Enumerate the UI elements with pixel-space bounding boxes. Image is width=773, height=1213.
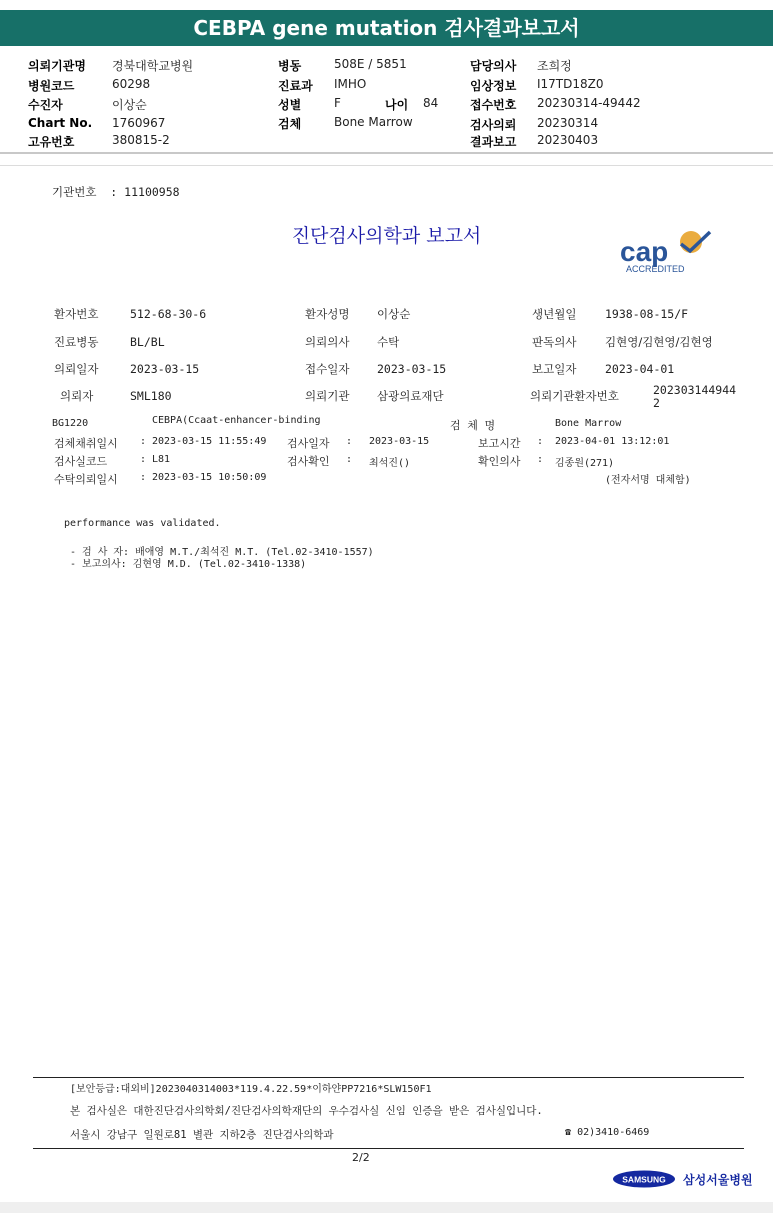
header-label: 결과보고: [470, 135, 517, 149]
test-value: 2023-03-15 11:55:49: [152, 436, 267, 447]
test-value: L81: [152, 454, 171, 465]
header-value: 508E / 5851: [334, 57, 407, 71]
header-label: 성별: [278, 98, 302, 112]
test-label: 확인의사: [478, 455, 521, 468]
header-label: 수진자: [28, 98, 63, 112]
header-value: 60298: [112, 77, 151, 91]
patient-label: 의뢰일자: [54, 362, 99, 376]
patient-label: 의뢰기관환자번호: [530, 389, 619, 403]
patient-label: 보고일자: [532, 362, 577, 376]
header-value: 1760967: [112, 116, 166, 130]
header-value: 84: [423, 96, 439, 110]
header-value: 경북대학교병원: [112, 59, 194, 73]
patient-value: 이상순: [377, 307, 411, 321]
institution-number: [52, 184, 180, 200]
test-sep: :: [140, 454, 147, 465]
patient-value: 202303144944: [653, 383, 737, 397]
cap-logo-subtext: ACCREDITED: [626, 264, 685, 274]
test-value: 김종원(271): [555, 458, 615, 469]
test-value: 2023-03-15: [369, 436, 430, 447]
test-value: 2023-04-01 13:12:01: [555, 436, 670, 447]
test-sep: :: [537, 436, 544, 447]
header-divider: [0, 152, 773, 154]
patient-label: 판독의사: [532, 335, 577, 349]
hospital-name: 삼성서울병원: [683, 1173, 753, 1187]
phone-number: 02)3410-6469: [577, 1127, 650, 1138]
test-value: 최석진(): [369, 458, 411, 469]
patient-value: BL/BL: [130, 335, 165, 349]
patient-label: 생년월일: [532, 307, 577, 321]
header-label: 나이: [385, 98, 409, 112]
header-label: 검체: [278, 117, 302, 131]
patient-value: SML180: [130, 389, 172, 403]
phone-icon: ☎: [565, 1127, 572, 1138]
patient-label: 진료병동: [54, 335, 99, 349]
tester-line: - 검 사 자: 배애영 M.T./최석진 M.T. (Tel.02-3410-1557): [70, 547, 374, 558]
test-code: BG1220: [52, 418, 89, 429]
certification-line: 본 검사실은 대한진단검사의학회/진단검사의학재단의 우수검사실 신임 인증을 받은 검사실입니다.: [70, 1105, 543, 1117]
patient-value: 김현영/김현영/김현영: [605, 335, 713, 349]
test-sep: :: [346, 454, 353, 465]
patient-label: 환자성명: [305, 307, 350, 321]
patient-value-continued: 2: [653, 396, 660, 410]
reporter-line: - 보고의사: 김현영 M.D. (Tel.02-3410-1338): [70, 559, 307, 570]
test-label: 보고시간: [478, 437, 521, 450]
bottom-bar: [0, 1202, 773, 1213]
cap-logo-icon: [618, 228, 718, 276]
header-value: 20230314: [537, 116, 599, 130]
patient-value: 2023-04-01: [605, 362, 675, 376]
footer-top-line: [33, 1077, 744, 1078]
security-line: [보안등급:대외비]2023040314003*119.4.22.59*이하얀PP7216*SLW150F1: [70, 1084, 432, 1095]
header-label: 담당의사: [470, 59, 517, 73]
samsung-logo-text: SAMSUNG: [622, 1174, 666, 1185]
test-label: 검사일자: [287, 437, 330, 450]
samsung-logo: [612, 1170, 676, 1188]
address-line: 서울시 강남구 일원로81 별관 지하2층 진단검사의학과: [70, 1129, 334, 1141]
test-label: 검사실코드: [54, 455, 108, 468]
header-value: 20230314-49442: [537, 96, 641, 110]
header-label: 임상정보: [470, 79, 517, 93]
specimen-label: 검 체 명: [450, 419, 496, 432]
test-sep: :: [537, 454, 544, 465]
header-value: Bone Marrow: [334, 115, 413, 129]
header-label: 검사의뢰: [470, 118, 517, 132]
test-label: 검체채취일시: [54, 437, 118, 450]
patient-label: 의뢰의사: [305, 335, 350, 349]
test-sep: :: [140, 472, 147, 483]
header-value: 380815-2: [112, 133, 170, 147]
footer-bottom-line: [33, 1148, 744, 1149]
patient-value: 1938-08-15/F: [605, 307, 689, 321]
patient-value: 삼광의료재단: [377, 389, 444, 403]
test-value: 2023-03-15 10:50:09: [152, 472, 267, 483]
header-label: 병동: [278, 59, 302, 73]
page-number: 2/2: [352, 1151, 370, 1164]
test-name: CEBPA(Ccaat-enhancer-binding: [152, 415, 321, 426]
report-title: 진단검사의학과 보고서: [291, 225, 482, 247]
patient-value: 2023-03-15: [377, 362, 447, 376]
cap-accredited-logo: [618, 228, 718, 276]
report-banner-title: CEBPA gene mutation 검사결과보고서: [0, 10, 773, 46]
cap-logo-text: cap: [620, 236, 669, 267]
header-value: F: [334, 96, 341, 110]
performance-note: performance was validated.: [64, 518, 221, 529]
patient-value: 512-68-30-6: [130, 307, 207, 321]
header-value: 이상순: [112, 98, 147, 112]
header-value: 20230403: [537, 133, 599, 147]
header-value: I17TD18Z0: [537, 77, 604, 91]
patient-label: 의뢰기관: [305, 389, 350, 403]
institution-value: 11100958: [124, 185, 180, 199]
header-divider: [0, 165, 773, 166]
test-sep: :: [140, 436, 147, 447]
header-label: 의뢰기관명: [28, 59, 86, 73]
header-label: 접수번호: [470, 98, 517, 112]
patient-value: 수탁: [377, 335, 400, 349]
test-label: 검사확인: [287, 455, 330, 468]
test-sep: :: [346, 436, 353, 447]
test-label: 수탁의뢰일시: [54, 473, 118, 486]
header-label: 고유번호: [28, 135, 75, 149]
header-label: 병원코드: [28, 79, 75, 93]
institution-label: 기관번호: [52, 185, 97, 199]
patient-label: 접수일자: [305, 362, 350, 376]
samsung-logo-icon: [612, 1170, 676, 1188]
esign-note: (전자서명 대체함): [605, 475, 691, 486]
header-label: Chart No.: [28, 116, 93, 130]
patient-label: 환자번호: [54, 307, 99, 321]
header-value: 조희정: [537, 59, 572, 73]
patient-label: 의뢰자: [60, 389, 94, 403]
specimen-value: Bone Marrow: [555, 418, 622, 429]
header-value: IMHO: [334, 77, 367, 91]
patient-value: 2023-03-15: [130, 362, 200, 376]
phone-line: [565, 1127, 649, 1138]
header-label: 진료과: [278, 79, 313, 93]
institution-sep: :: [110, 185, 118, 199]
